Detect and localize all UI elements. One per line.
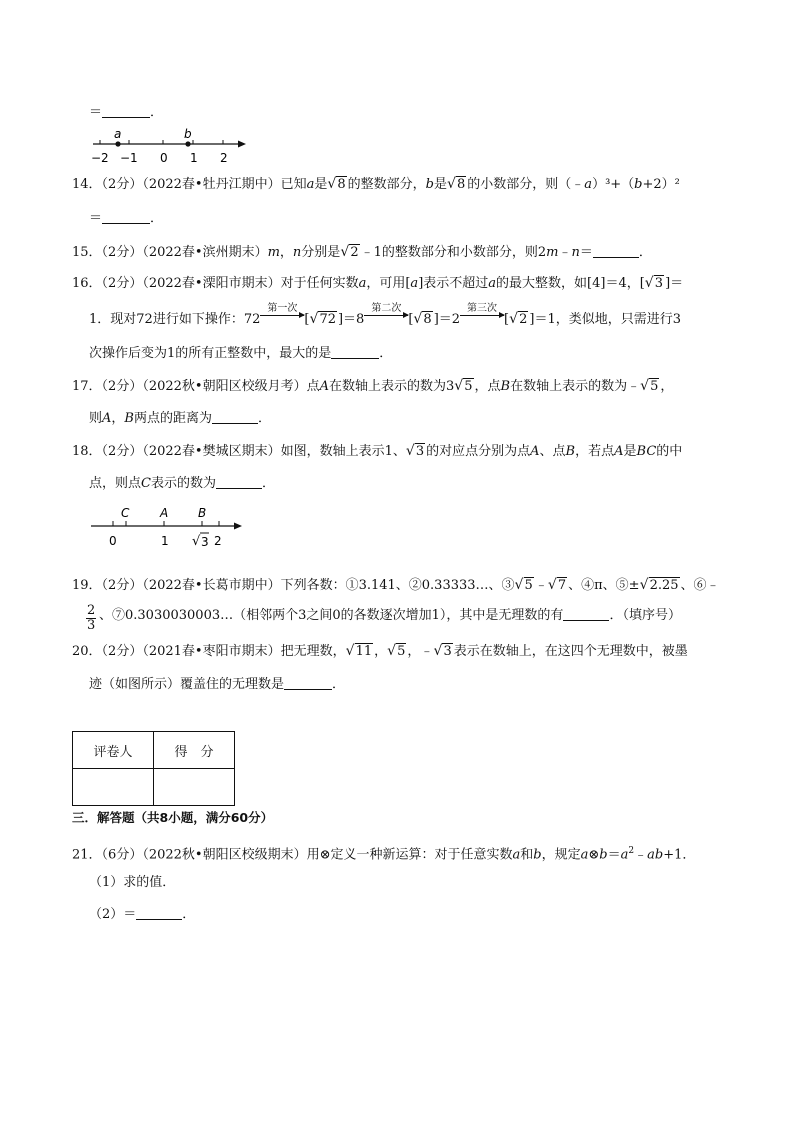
fraction [86,604,96,633]
sqrt-8: √ 8 [447,175,466,195]
question-17-line-2 [89,409,271,429]
q18-text: 的对应点分别为点 [426,444,531,459]
point-A: A [614,444,624,459]
point-b-dot [185,141,190,146]
q15-text: ＝ [579,245,593,260]
tick-label: 2 [214,534,222,548]
var-n: n [292,245,302,260]
period: ． [261,476,275,491]
answer-blank [284,675,332,690]
question-21-part-1: （1）求的值． [89,875,176,890]
point-b-label: b [184,127,192,141]
q20-text: ， [374,644,388,659]
question-21-line-1 [72,841,695,865]
sqrt-2: √ 2 [340,243,359,263]
var-b: b [533,847,542,863]
q14-text: 14．（2分）（2022春•牡丹江期中）已知 [72,177,307,192]
point-C: C [141,476,151,491]
q16-text: [ [304,312,310,327]
q20-text: 20．（2分）（2021春•枣阳市期末）把无理数， [72,644,346,659]
var-a: a [584,177,593,192]
q14-text: 是 [314,177,328,192]
point-A: A [102,411,112,426]
question-20-line-2 [89,675,345,695]
question-19-line-1 [72,576,720,596]
prev-answer-line [89,103,163,123]
sqrt-3: √ 3 [406,442,425,462]
equals-sign: ＝ [89,211,103,226]
q20-text: 迹（如图所示）覆盖住的无理数是 [89,677,285,692]
otimes-operator: ⊗ [588,847,600,863]
q15-text: 分别是 [301,245,341,260]
question-21-part-2 [89,905,195,925]
question-18-line-1 [72,442,682,462]
q14-text: 是 [433,177,447,192]
score-cell[interactable] [154,769,235,806]
q16-text: ]表示不超过 [418,276,489,291]
var-b: b [599,847,608,863]
q21-text: 21．（6分）（2022秋•朝阳区校级期末）用⊗定义一种新运算：对于任意实数 [72,847,513,863]
point-a-label: a [114,127,122,141]
period: ． [332,677,346,692]
q20-text: ，﹣ [407,644,434,659]
var-a: a [512,847,521,863]
var-b: b [634,177,643,192]
tick-label: −1 [120,151,138,165]
point-A: A [530,444,540,459]
tick-label: 2 [220,151,228,165]
q17-text: 17．（2分）（2022秋•朝阳区校级月考）点 [72,379,320,394]
sqrt-3: √ 3 [433,642,452,662]
q15-text: ﹣ [558,245,572,260]
sqrt-2.25: √ 2.25 [640,576,680,596]
q21-text: ﹣ [634,847,648,863]
answer-blank [593,243,639,258]
var-m: m [267,245,280,260]
q14-text: 的小数部分，则（﹣ [467,177,585,192]
var-a: a [410,276,419,291]
point-A: A [319,379,329,394]
answer-blank [102,103,150,118]
question-17-line-1 [72,377,673,397]
q17-text: 两点的距离为 [133,411,212,426]
answer-blank [212,409,258,424]
question-14-line-1 [72,175,680,195]
q16-text: 次操作后变为1的所有正整数中，最大的是 [89,346,332,361]
q16-text: ]＝8 [337,312,365,327]
var-a: a [358,276,367,291]
q15-text: ， [279,245,293,260]
question-16-line-1 [72,274,683,294]
q18-text: 是 [623,444,637,459]
question-15 [72,243,652,263]
var-a: a [306,177,315,192]
q17-text: 则 [89,411,103,426]
fraction-2-3 [86,604,96,633]
equals-sign: ＝ [89,105,103,120]
sqrt-72: √ 72 [309,310,337,330]
sqrt-5: √ 5 [454,377,473,397]
q16-text: 16．（2分）（2022春•溧阳市期末）对于任何实数 [72,276,359,291]
q19-text: ．（填序号） [609,608,681,623]
point-A-label: A [160,506,169,520]
q19-text: ﹣ [534,578,548,593]
period: ． [182,907,196,922]
q16-text: ，可用[ [366,276,411,291]
sqrt-5: √ 5 [640,377,659,397]
equals-sign: ＝ [607,847,621,863]
period: ． [379,346,393,361]
period: ． [150,105,164,120]
tick-label: 1 [190,151,198,165]
answer-blank [563,606,609,621]
sqrt-11: √ 11 [346,642,374,662]
q17-text: ， [660,379,674,394]
q18-text: 表示的数为 [150,476,216,491]
period: ． [150,211,164,226]
point-B: B [500,379,511,394]
q16-text: 的最大整数，如[4]＝4，[ [496,276,645,291]
q18-text: 点，则点 [89,476,142,491]
q19-text: 19．（2分）（2022春•长葛市期中）下列各数：①3.141、②0.33333…、③ [72,578,515,593]
q14-text: 的整数部分， [347,177,426,192]
reviewer-header: 评卷人 [73,732,154,769]
step-arrow-1: 第一次 [260,310,304,316]
q16-text: ]＝2 [433,312,461,327]
point-B-label: B [198,506,207,520]
q19-text: 、④π、⑤± [568,578,640,593]
q17-text: 在数轴上表示的数为3 [328,379,455,394]
q16-text: ]＝1，类似地，只需进行3 [529,312,682,327]
question-16-line-3 [89,344,392,364]
step-arrow-3: 第三次 [460,310,504,316]
var-ab: ab [647,847,664,863]
q19-text: 、⑦0.3030030003…（相邻两个3之间0的各数逐次增加1），其中是无理数的有 [99,608,564,623]
tick-label: 3 [201,535,209,549]
sqrt-5: √ 5 [515,576,534,596]
var-a: a [620,847,629,863]
question-19-line-2 [99,606,681,626]
q21-text: +1． [663,847,696,863]
question-14-line-2 [89,209,163,229]
q21-text: （2）＝ [89,907,137,922]
var-b: b [425,177,434,192]
point-B: B [124,411,134,426]
sqrt-2: √ 2 [509,310,528,330]
number-line-1 [88,126,253,168]
sqrt-5: √ 5 [387,642,406,662]
q16-text: 1．现对72进行如下操作：72 [89,312,261,327]
step-arrow-2: 第二次 [364,310,408,316]
sqrt-8: √ 8 [327,175,346,195]
question-18-line-2 [89,474,275,494]
answer-blank [102,209,150,224]
q16-text: [ [408,312,414,327]
point-a-dot [115,141,120,146]
frac-den: 3 [87,618,96,633]
q18-text: 、点 [539,444,566,459]
q18-text: ，若点 [575,444,615,459]
q16-text: ]＝ [665,276,684,291]
tick-label: −2 [91,151,109,165]
q20-text: 表示在数轴上，在这四个无理数中，被墨 [453,644,688,659]
tick-label: 1 [161,534,169,548]
q15-text: ﹣1的整数部分和小数部分，则2 [360,245,547,260]
q19-text: 、⑥﹣ [680,578,720,593]
var-m: m [546,245,559,260]
exponent: 2 [628,846,635,856]
var-a: a [580,847,589,863]
sqrt-3: √ 3 [645,274,664,294]
q15-text: 15．（2分）（2022春•滨州期末） [72,245,268,260]
q17-text: 在数轴上表示的数为﹣ [510,379,641,394]
score-table [72,731,235,806]
period: ． [258,411,272,426]
sqrt-8: √ 8 [413,310,432,330]
answer-blank [216,474,262,489]
tick-label: 0 [160,151,168,165]
tick-label: 0 [109,534,117,548]
sqrt-7: √ 7 [548,576,567,596]
var-a: a [488,276,497,291]
q21-text: ，规定 [541,847,581,863]
section-3-title: 三．解答题（共8小题，满分60分） [72,810,274,825]
q14-text: +2）² [642,177,680,192]
score-header: 得 分 [154,732,235,769]
q14-text: ）³+（ [592,177,635,192]
answer-blank [331,344,379,359]
question-20-line-1 [72,642,688,662]
q17-text: ， [111,411,125,426]
q18-text: 的中 [656,444,683,459]
q16-text: [ [504,312,510,327]
point-B: B [565,444,576,459]
question-16-line-2 [89,303,682,330]
segment-BC: BC [636,444,657,459]
frac-num: 2 [87,603,96,618]
number-line-2 [88,502,253,552]
sqrt-sign: √ [192,534,201,549]
q18-text: 18．（2分）（2022春•樊城区期末）如图，数轴上表示1、 [72,444,406,459]
answer-blank [136,905,182,920]
q17-text: ，点 [474,379,501,394]
point-C-label: C [121,506,130,520]
q21-text: 和 [520,847,534,863]
reviewer-cell[interactable] [73,769,154,806]
period: ． [638,245,652,260]
var-n: n [571,245,580,260]
